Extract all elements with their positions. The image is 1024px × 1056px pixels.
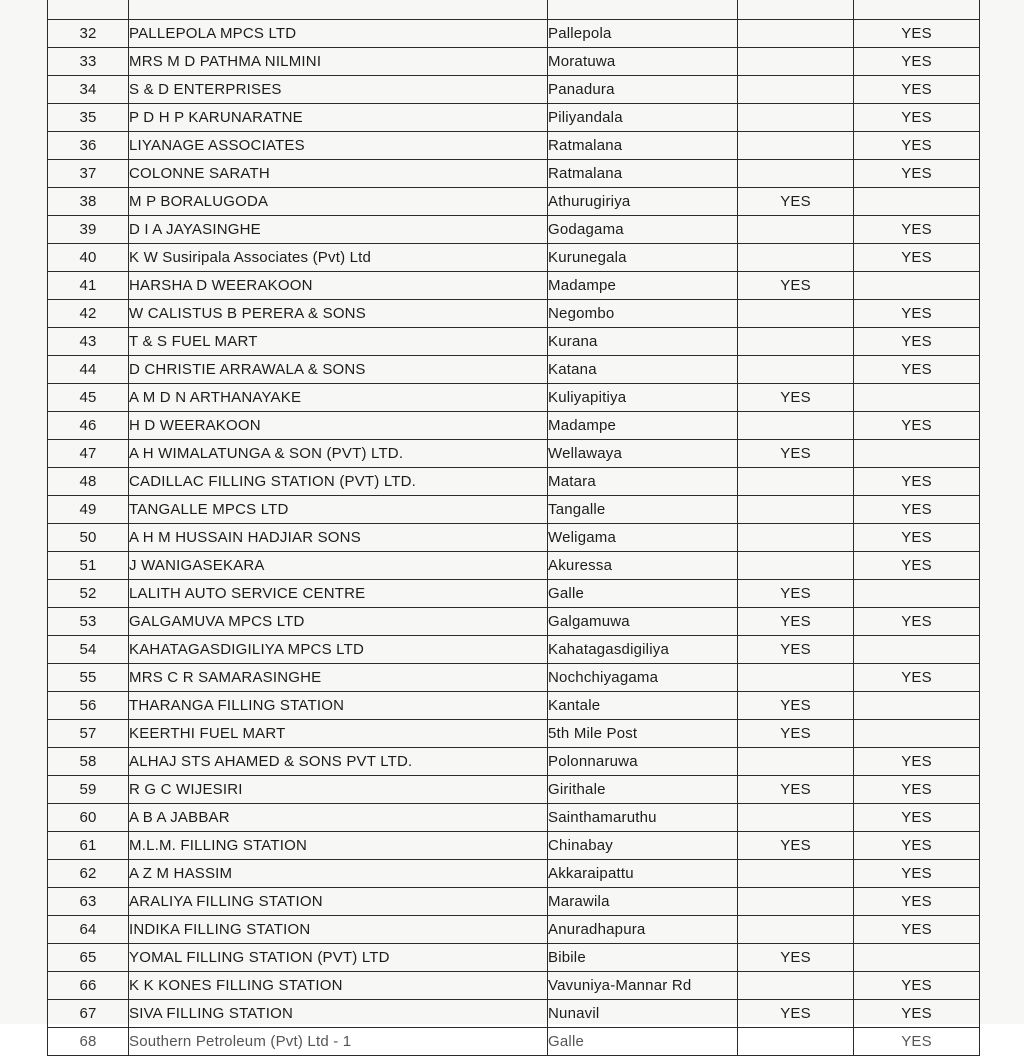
dealer-name: ALHAJ STS AHAMED & SONS PVT LTD.	[129, 748, 548, 776]
table-row	[48, 636, 980, 664]
dealer-location: Akkaraipattu	[548, 860, 738, 888]
dealer-name: KAHATAGASDIGILIYA MPCS LTD	[129, 636, 548, 664]
table-row	[48, 160, 980, 188]
table-row	[48, 440, 980, 468]
dealer-location: Galgamuwa	[548, 608, 738, 636]
dealer-location: Matara	[548, 468, 738, 496]
status-col-a: YES	[738, 832, 854, 860]
status-col-b: YES	[854, 664, 980, 692]
row-number: 54	[48, 636, 129, 664]
status-col-b: YES	[854, 1028, 980, 1056]
status-col-b: YES	[854, 132, 980, 160]
dealer-location: Tangalle	[548, 496, 738, 524]
status-col-a	[738, 664, 854, 692]
status-col-a	[738, 468, 854, 496]
status-col-a	[738, 972, 854, 1000]
row-number: 56	[48, 692, 129, 720]
status-col-b: YES	[854, 468, 980, 496]
dealer-name	[129, 0, 548, 20]
status-col-a: YES	[738, 776, 854, 804]
dealer-location: Moratuwa	[548, 48, 738, 76]
dealer-location: Marawila	[548, 888, 738, 916]
dealer-name: KEERTHI FUEL MART	[129, 720, 548, 748]
row-number: 47	[48, 440, 129, 468]
dealer-location: Pallepola	[548, 20, 738, 48]
dealer-location: Panadura	[548, 76, 738, 104]
dealer-name: Southern Petroleum (Pvt) Ltd - 1	[129, 1028, 548, 1056]
status-col-b: YES	[854, 972, 980, 1000]
row-number: 60	[48, 804, 129, 832]
table-row	[48, 944, 980, 972]
dealer-name: A B A JABBAR	[129, 804, 548, 832]
dealer-name: MRS M D PATHMA NILMINI	[129, 48, 548, 76]
table-row	[48, 20, 980, 48]
status-col-a: YES	[738, 580, 854, 608]
status-col-b	[854, 580, 980, 608]
status-col-a	[738, 160, 854, 188]
status-col-b: YES	[854, 552, 980, 580]
status-col-a: YES	[738, 384, 854, 412]
status-col-b	[854, 692, 980, 720]
dealer-name: P D H P KARUNARATNE	[129, 104, 548, 132]
dealer-location: Kurana	[548, 328, 738, 356]
dealer-name: A H WIMALATUNGA & SON (PVT) LTD.	[129, 440, 548, 468]
status-col-a: YES	[738, 188, 854, 216]
row-number: 55	[48, 664, 129, 692]
status-col-a	[738, 412, 854, 440]
status-col-b: YES	[854, 76, 980, 104]
row-number: 38	[48, 188, 129, 216]
status-col-b: YES	[854, 916, 980, 944]
dealer-name: LALITH AUTO SERVICE CENTRE	[129, 580, 548, 608]
row-number: 52	[48, 580, 129, 608]
table-row	[48, 76, 980, 104]
table-row	[48, 496, 980, 524]
status-col-a	[738, 300, 854, 328]
table-row	[48, 832, 980, 860]
status-col-a	[738, 860, 854, 888]
row-number: 36	[48, 132, 129, 160]
table-row	[48, 664, 980, 692]
table-row	[48, 916, 980, 944]
row-number: 45	[48, 384, 129, 412]
status-col-b: YES	[854, 888, 980, 916]
status-col-a	[738, 104, 854, 132]
status-col-a: YES	[738, 1000, 854, 1028]
dealer-name: A H M HUSSAIN HADJIAR SONS	[129, 524, 548, 552]
row-number: 63	[48, 888, 129, 916]
status-col-a: YES	[738, 944, 854, 972]
dealer-location: Weligama	[548, 524, 738, 552]
status-col-a	[738, 1028, 854, 1056]
status-col-a: YES	[738, 608, 854, 636]
dealer-location: Madampe	[548, 272, 738, 300]
dealer-name: TANGALLE MPCS LTD	[129, 496, 548, 524]
row-number: 61	[48, 832, 129, 860]
dealer-location: Kuliyapitiya	[548, 384, 738, 412]
status-col-b: YES	[854, 48, 980, 76]
status-col-b: YES	[854, 20, 980, 48]
dealer-location: Nochchiyagama	[548, 664, 738, 692]
dealer-name: S & D ENTERPRISES	[129, 76, 548, 104]
table-row	[48, 216, 980, 244]
row-number: 46	[48, 412, 129, 440]
row-number: 44	[48, 356, 129, 384]
row-number: 53	[48, 608, 129, 636]
dealer-location: Sainthamaruthu	[548, 804, 738, 832]
table-row	[48, 468, 980, 496]
dealer-name: K K KONES FILLING STATION	[129, 972, 548, 1000]
status-col-b: YES	[854, 104, 980, 132]
status-col-a	[738, 76, 854, 104]
table-row	[48, 720, 980, 748]
status-col-b: YES	[854, 524, 980, 552]
dealer-location: Galle	[548, 580, 738, 608]
row-number: 42	[48, 300, 129, 328]
status-col-a	[738, 132, 854, 160]
dealer-location: Girithale	[548, 776, 738, 804]
table-row	[48, 972, 980, 1000]
dealer-location: Piliyandala	[548, 104, 738, 132]
dealer-name: INDIKA FILLING STATION	[129, 916, 548, 944]
row-number: 35	[48, 104, 129, 132]
row-number: 43	[48, 328, 129, 356]
dealer-name: M P BORALUGODA	[129, 188, 548, 216]
dealer-name: A M D N ARTHANAYAKE	[129, 384, 548, 412]
dealer-name: R G C WIJESIRI	[129, 776, 548, 804]
row-number: 41	[48, 272, 129, 300]
dealer-location: Bibile	[548, 944, 738, 972]
status-col-a	[738, 48, 854, 76]
row-number: 34	[48, 76, 129, 104]
dealer-name: THARANGA FILLING STATION	[129, 692, 548, 720]
table-row	[48, 104, 980, 132]
dealer-location: Kantale	[548, 692, 738, 720]
dealer-name: T & S FUEL MART	[129, 328, 548, 356]
dealer-location: Akuressa	[548, 552, 738, 580]
dealer-location: Madampe	[548, 412, 738, 440]
status-col-b	[854, 944, 980, 972]
status-col-b: YES	[854, 804, 980, 832]
status-col-b: YES	[854, 328, 980, 356]
table-row	[48, 748, 980, 776]
status-col-b: YES	[854, 832, 980, 860]
status-col-a	[738, 804, 854, 832]
row-number: 50	[48, 524, 129, 552]
dealer-name: YOMAL FILLING STATION (PVT) LTD	[129, 944, 548, 972]
dealer-name: COLONNE SARATH	[129, 160, 548, 188]
row-number: 65	[48, 944, 129, 972]
status-col-a	[738, 356, 854, 384]
row-number: 37	[48, 160, 129, 188]
dealer-table-body	[48, 0, 980, 1056]
dealer-location	[548, 0, 738, 20]
row-number: 59	[48, 776, 129, 804]
status-col-b: YES	[854, 496, 980, 524]
dealer-location: Athurugiriya	[548, 188, 738, 216]
row-number: 58	[48, 748, 129, 776]
dealer-name: D I A JAYASINGHE	[129, 216, 548, 244]
status-col-a	[738, 496, 854, 524]
status-col-a	[738, 244, 854, 272]
status-col-a: YES	[738, 692, 854, 720]
row-number: 68	[48, 1028, 129, 1056]
dealer-name: K W Susiripala Associates (Pvt) Ltd	[129, 244, 548, 272]
status-col-a	[738, 0, 854, 20]
dealer-location: Vavuniya-Mannar Rd	[548, 972, 738, 1000]
status-col-b	[854, 440, 980, 468]
status-col-a	[738, 216, 854, 244]
dealer-location: Kurunegala	[548, 244, 738, 272]
status-col-b: YES	[854, 608, 980, 636]
status-col-b: YES	[854, 860, 980, 888]
dealer-name: HARSHA D WEERAKOON	[129, 272, 548, 300]
dealer-location: Ratmalana	[548, 160, 738, 188]
status-col-a	[738, 20, 854, 48]
dealer-name: GALGAMUVA MPCS LTD	[129, 608, 548, 636]
table-row	[48, 1028, 980, 1056]
status-col-b	[854, 272, 980, 300]
status-col-a: YES	[738, 440, 854, 468]
status-col-b	[854, 0, 980, 20]
dealer-location: Wellawaya	[548, 440, 738, 468]
table-row	[48, 272, 980, 300]
table-row	[48, 356, 980, 384]
status-col-b: YES	[854, 300, 980, 328]
dealer-location: Chinabay	[548, 832, 738, 860]
status-col-b	[854, 384, 980, 412]
dealer-name: A Z M HASSIM	[129, 860, 548, 888]
table-row	[48, 804, 980, 832]
row-number: 49	[48, 496, 129, 524]
table-row	[48, 860, 980, 888]
table-row	[48, 412, 980, 440]
status-col-a: YES	[738, 272, 854, 300]
dealer-location: Ratmalana	[548, 132, 738, 160]
table-row	[48, 608, 980, 636]
dealer-name: CADILLAC FILLING STATION (PVT) LTD.	[129, 468, 548, 496]
table-row	[48, 188, 980, 216]
status-col-a	[738, 916, 854, 944]
status-col-b: YES	[854, 776, 980, 804]
table-row	[48, 132, 980, 160]
status-col-b: YES	[854, 160, 980, 188]
dealer-name: H D WEERAKOON	[129, 412, 548, 440]
table-row	[48, 0, 980, 20]
status-col-b	[854, 188, 980, 216]
status-col-b: YES	[854, 412, 980, 440]
table-row	[48, 524, 980, 552]
status-col-a: YES	[738, 636, 854, 664]
dealer-name: M.L.M. FILLING STATION	[129, 832, 548, 860]
table-row	[48, 1000, 980, 1028]
status-col-b: YES	[854, 748, 980, 776]
table-row	[48, 776, 980, 804]
table-row	[48, 244, 980, 272]
table-row	[48, 888, 980, 916]
table-row	[48, 580, 980, 608]
status-col-a	[738, 524, 854, 552]
dealer-location: Nunavil	[548, 1000, 738, 1028]
dealer-location: Galle	[548, 1028, 738, 1056]
status-col-b: YES	[854, 216, 980, 244]
row-number: 48	[48, 468, 129, 496]
dealer-location: Polonnaruwa	[548, 748, 738, 776]
status-col-a: YES	[738, 720, 854, 748]
dealer-location: Katana	[548, 356, 738, 384]
row-number: 40	[48, 244, 129, 272]
status-col-b: YES	[854, 356, 980, 384]
dealer-location: Anuradhapura	[548, 916, 738, 944]
dealer-location: Godagama	[548, 216, 738, 244]
table-row	[48, 328, 980, 356]
status-col-b: YES	[854, 1000, 980, 1028]
status-col-a	[738, 888, 854, 916]
dealer-name: W CALISTUS B PERERA & SONS	[129, 300, 548, 328]
dealer-name: D CHRISTIE ARRAWALA & SONS	[129, 356, 548, 384]
row-number: 51	[48, 552, 129, 580]
status-col-b	[854, 636, 980, 664]
dealer-name: J WANIGASEKARA	[129, 552, 548, 580]
status-col-a	[738, 552, 854, 580]
table-row	[48, 48, 980, 76]
table-row	[48, 692, 980, 720]
row-number: 67	[48, 1000, 129, 1028]
row-number: 57	[48, 720, 129, 748]
row-number: 62	[48, 860, 129, 888]
dealer-name: LIYANAGE ASSOCIATES	[129, 132, 548, 160]
dealer-name: PALLEPOLA MPCS LTD	[129, 20, 548, 48]
status-col-a	[738, 748, 854, 776]
row-number: 33	[48, 48, 129, 76]
row-number: 39	[48, 216, 129, 244]
dealer-name: SIVA FILLING STATION	[129, 1000, 548, 1028]
dealer-location: Kahatagasdigiliya	[548, 636, 738, 664]
dealer-name: MRS C R SAMARASINGHE	[129, 664, 548, 692]
dealer-name: ARALIYA FILLING STATION	[129, 888, 548, 916]
status-col-b	[854, 720, 980, 748]
row-number: 66	[48, 972, 129, 1000]
dealer-location: 5th Mile Post	[548, 720, 738, 748]
status-col-a	[738, 328, 854, 356]
table-row	[48, 552, 980, 580]
row-number	[48, 0, 129, 20]
status-col-b: YES	[854, 244, 980, 272]
row-number: 32	[48, 20, 129, 48]
dealer-table	[47, 0, 980, 1056]
table-row	[48, 384, 980, 412]
table-row	[48, 300, 980, 328]
row-number: 64	[48, 916, 129, 944]
dealer-location: Negombo	[548, 300, 738, 328]
